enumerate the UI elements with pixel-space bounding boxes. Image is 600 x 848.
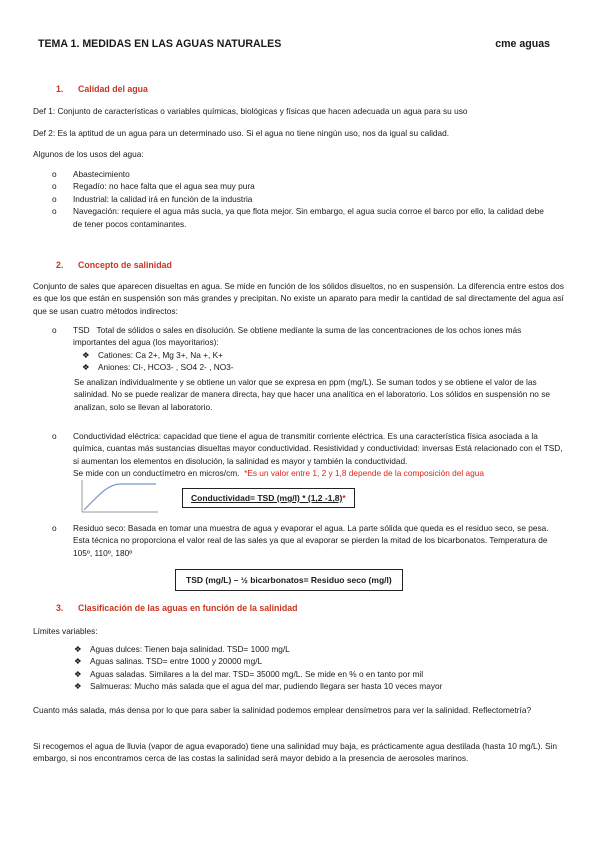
list-item: [82, 349, 234, 361]
document-header: [38, 38, 550, 50]
tsd-item: [52, 324, 562, 349]
salinity-intro: Conjunto de sales que aparecen disueltas en agua. Se mide en función de los sólidos disueltos, no en suspensión. La diferencia entre estos dos es que los que están en suspensión son más grandes y precipitan. No existe un aparato para medir la cantidad de sal directamente del agua así que se usan cuatro métodos indirectos:: [33, 281, 564, 316]
ions-list: [82, 349, 234, 374]
section-2-title: Concepto de salinidad: [78, 260, 172, 270]
conductivity-measure: Se mide con un conductímetro en micros/cm.: [73, 468, 240, 478]
conductivity-formula-text: Conductividad= TSD (mg/l) * (1,2 -1,8): [191, 493, 343, 503]
conductivity-curve-sketch: [80, 478, 160, 514]
tsd-explanation: Se analizan individualmente y se obtiene un valor que se expresa en ppm (mg/L). Se suman todos y se obtiene el valor de las salinidad. No se puede realizar de manera directa, hay que hacer una analítica en el laboratorio. Los sólidos en suspensión no se analizan, solo se llevan al laboratorio.: [74, 377, 550, 412]
section-2-number: 2.: [56, 260, 64, 270]
residuo-formula: [175, 569, 403, 591]
uses-list: [52, 168, 552, 230]
section-3-number: 3.: [56, 603, 64, 613]
anions-text: Aniones: Cl-, HCO3- , SO4 2- , NO3-: [98, 362, 234, 373]
bullet-icon: o: [52, 206, 57, 217]
section-2-heading: [56, 260, 172, 270]
list-item: o Regadío: no hace falta que el agua sea muy pura: [52, 181, 255, 192]
bullet-icon: o: [52, 325, 57, 335]
definition-2: Def 2: Es la aptitud de un agua para un determinado uso. Si el agua no tiene ningún uso, nos da igual su calidad.: [33, 128, 450, 138]
section-3-title: Clasificación de las aguas en función de la salinidad: [78, 603, 298, 613]
tsd-text: Total de sólidos o sales en disolución. Se obtiene mediante la suma de las concentraciones de los ochos iones más importantes del agua (los mayoritarios):: [73, 325, 522, 348]
tsd-label: TSD: [73, 325, 90, 335]
definition-1: Def 1: Conjunto de características o variables químicas, biológicas y físicas que hacen adecuada un agua para su uso: [33, 106, 468, 116]
document-title: TEMA 1. MEDIDAS EN LAS AGUAS NATURALES: [38, 38, 282, 50]
list-item: [52, 522, 567, 559]
conductivity-item: [52, 430, 567, 467]
density-paragraph: Cuanto más salada, más densa por lo que para saber la salinidad podemos emplear densímetros para ver la salinidad. Reflectometría?: [33, 705, 532, 715]
list-item: ❖ Aguas salinas. TSD= entre 1000 y 20000 mg/L: [74, 656, 263, 667]
diamond-bullet-icon: ❖: [74, 668, 82, 679]
residuo-formula-text: TSD (mg/L) – ½ bicarbonatos= Residuo seco (mg/l): [186, 575, 392, 585]
list-item: ❖ Salmueras: Mucho más salada que el agua del mar, pudiendo llegara ser hasta 10 veces mayor: [74, 681, 443, 692]
list-item: [52, 324, 562, 349]
cations-text: Cationes: Ca 2+, Mg 3+, Na +, K+: [98, 350, 223, 360]
section-3-heading: [56, 603, 298, 613]
header-subject: cme aguas: [495, 38, 550, 50]
diamond-bullet-icon: ❖: [74, 644, 82, 654]
list-item: [82, 361, 234, 373]
list-item: ❖ Aguas dulces: Tienen baja salinidad. TSD= 1000 mg/L: [74, 644, 290, 654]
formula-asterisk: *: [342, 493, 346, 503]
uses-intro: Algunos de los usos del agua:: [33, 149, 144, 159]
section-1-title: Calidad del agua: [78, 84, 148, 94]
bullet-icon: o: [52, 169, 57, 179]
diamond-bullet-icon: ❖: [74, 681, 82, 692]
bullet-icon: o: [52, 431, 57, 441]
residuo-text: Residuo seco: Basada en tomar una muestra de agua y evaporar el agua. La parte sólida que queda es el residuo seco, se pesa. Esta técnica no proporciona el valor real de las sales ya que al evaporar se pierden la mitad de los bicarbonatos. Temperatura de 105º, 110º, 180º: [73, 523, 549, 558]
list-item: o Navegación: requiere el agua más sucia, ya que flota mejor. Sin embargo, el agua sucia corroe el barco por ello, la calidad debe de tener pocos contaminantes.: [52, 206, 544, 229]
conductivity-formula: [182, 488, 355, 508]
diamond-bullet-icon: ❖: [74, 656, 82, 667]
residuo-item: [52, 522, 567, 559]
list-item: o Industrial: la calidad irá en función de la industria: [52, 193, 253, 204]
bullet-icon: o: [52, 193, 57, 204]
diamond-bullet-icon: ❖: [82, 350, 90, 360]
list-item: ❖ Aguas saladas. Similares a la del mar. TSD= 35000 mg/L. Se mide en % o en tanto por mil: [74, 668, 424, 679]
conductivity-text: Conductividad eléctrica: capacidad que tiene el agua de transmitir corriente eléctrica. Es una característica física asociada a la química, cuantas más sustancias disueltas mayor conductividad. Resistividad y conductividad: inversas Está relacionado con el TSD, si aumentan los elementos en disolución, la salinidad es mayor y también la conductividad.: [73, 431, 563, 466]
rainwater-paragraph: Si recogemos el agua de lluvia (vapor de agua evaporado) tiene una salinidad muy baja, es prácticamente agua destilada (hasta 10 mg/L). Sin embargo, si nos encontramos cerca de las costas la salinidad será mayor debido a la presencia de aerosoles marinos.: [33, 741, 557, 764]
list-item: [52, 430, 567, 467]
list-item: o Abastecimiento: [52, 169, 130, 179]
water-types-list: [74, 643, 442, 693]
conductivity-note: *Es un valor entre 1, 2 y 1,8 depende de la composición del agua: [244, 468, 484, 478]
section-1-number: 1.: [56, 84, 64, 94]
section-1-heading: [56, 84, 148, 94]
bullet-icon: o: [52, 523, 57, 533]
limits-label: Límites variables:: [33, 626, 98, 636]
diamond-bullet-icon: ❖: [82, 362, 90, 373]
bullet-icon: o: [52, 181, 57, 192]
